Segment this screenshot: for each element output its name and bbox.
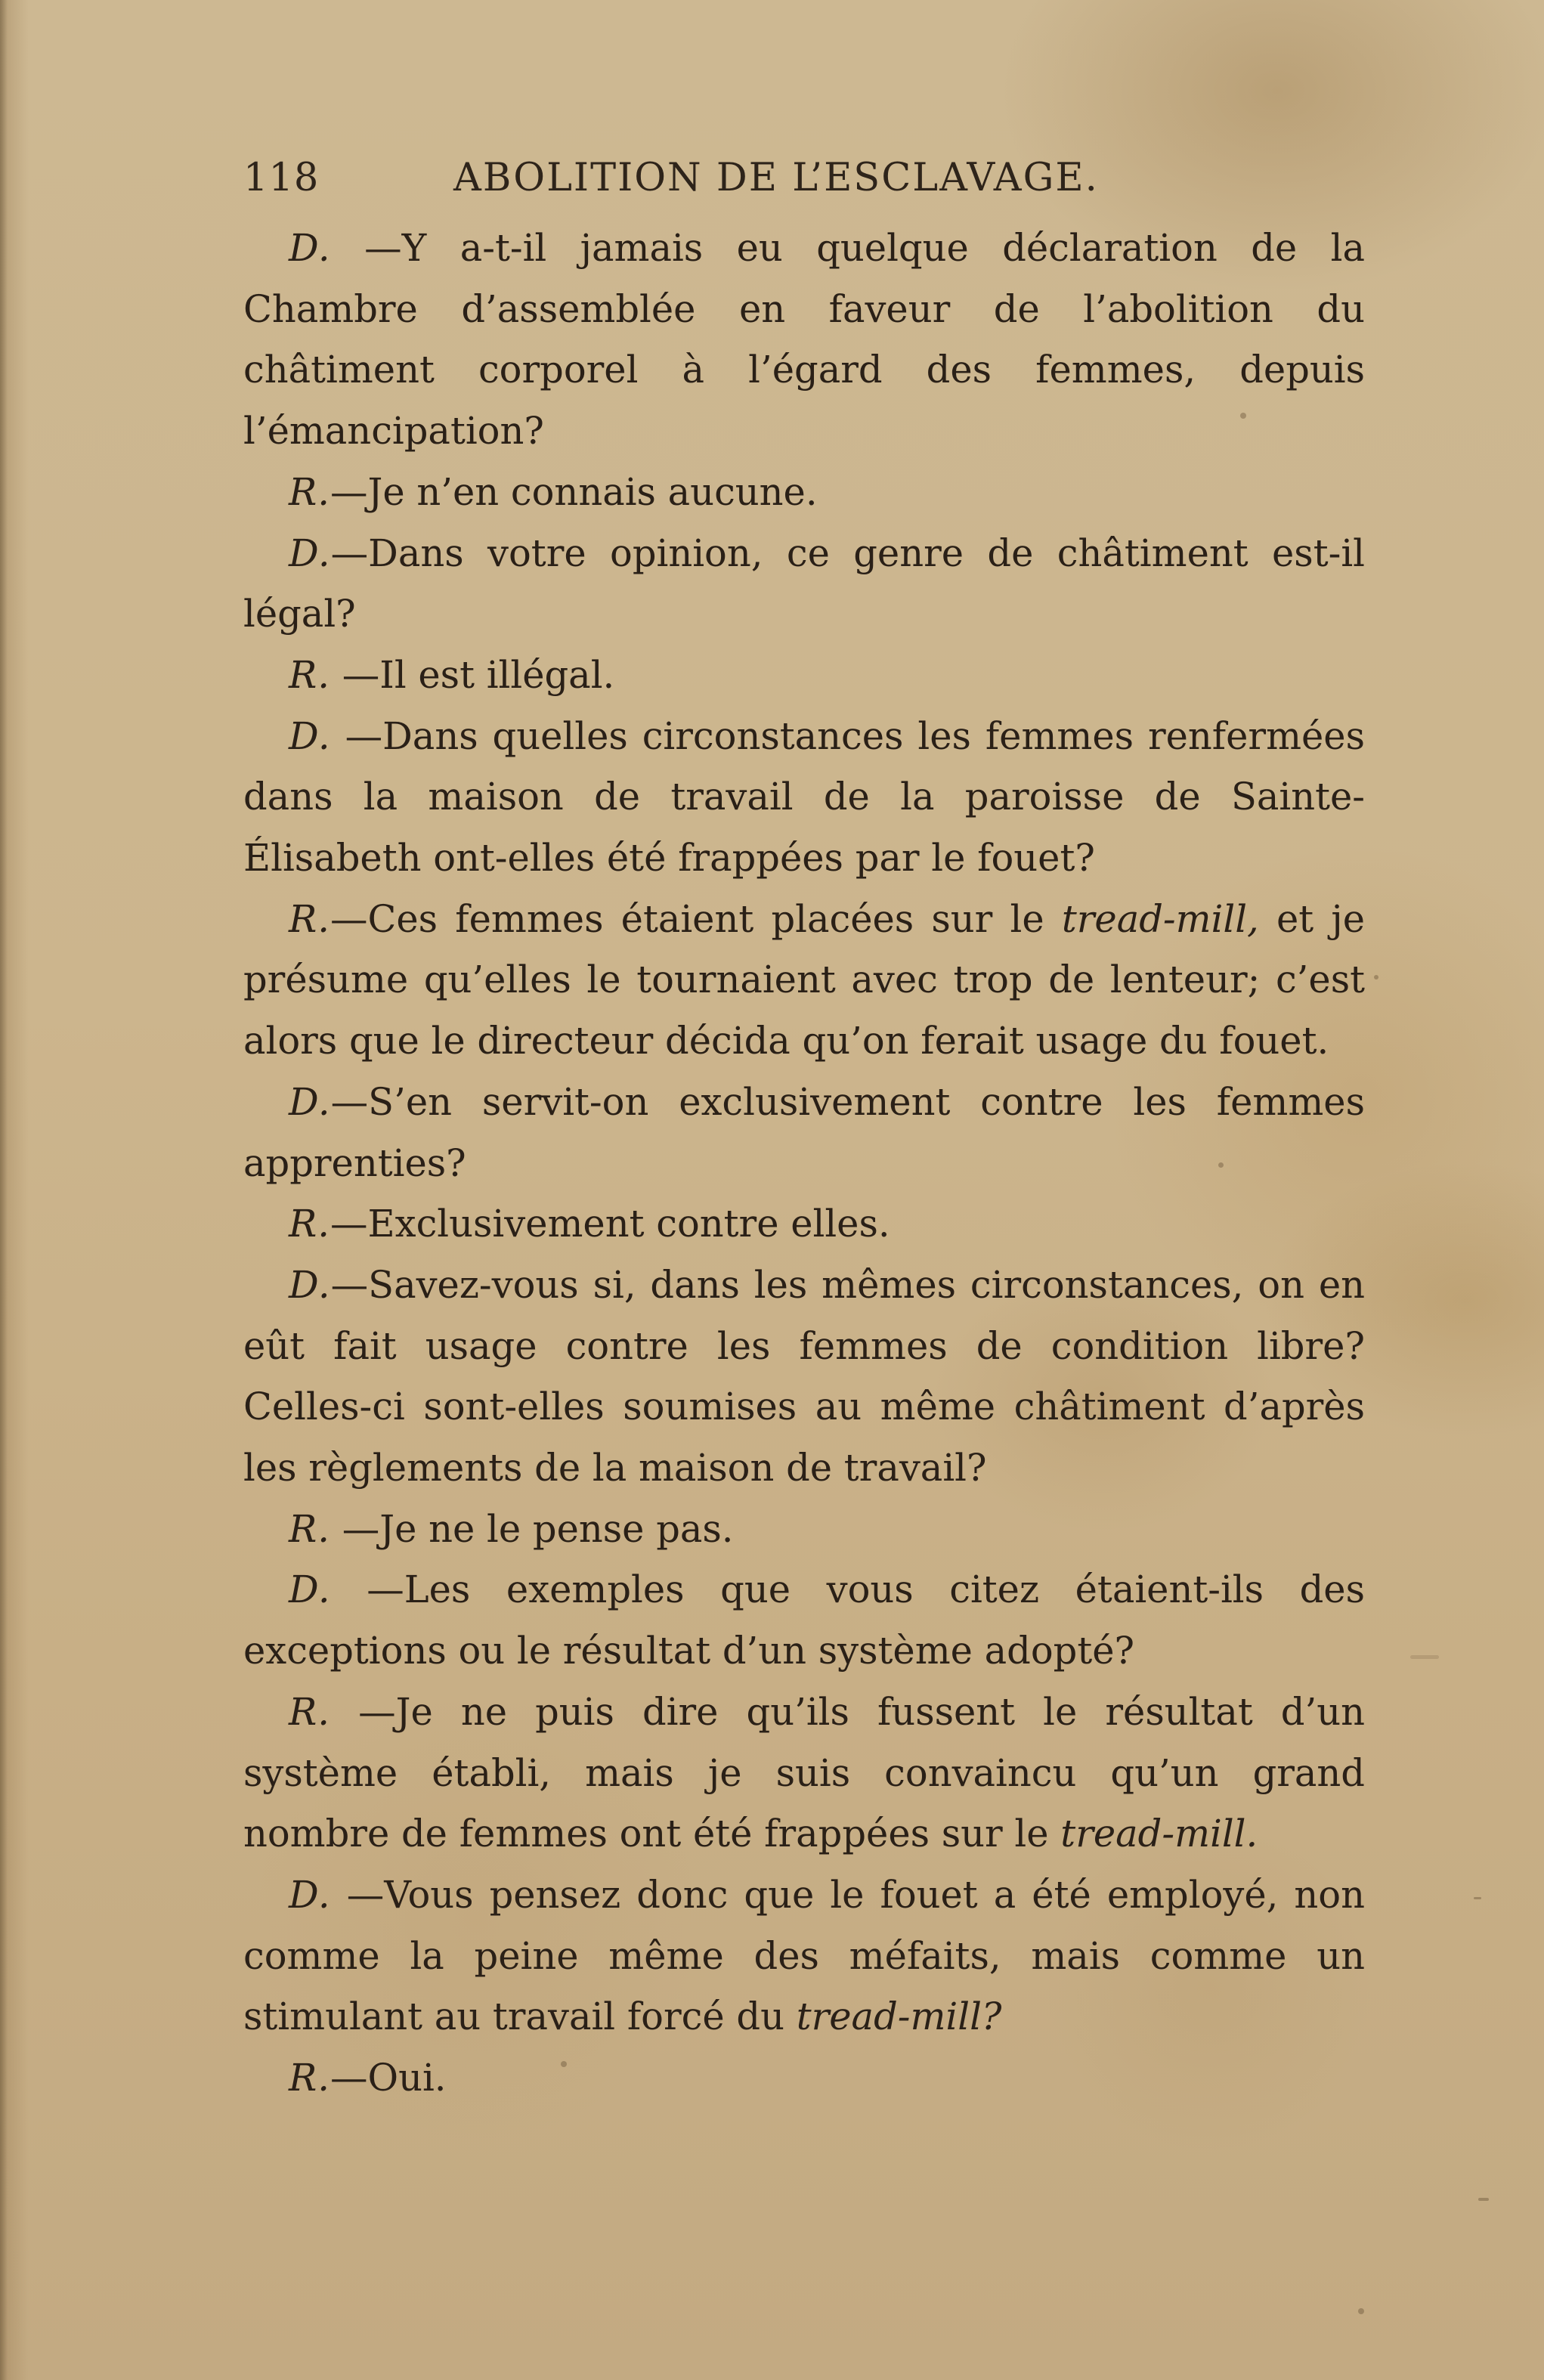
stain-speck: [1358, 2308, 1364, 2314]
speaker-label: D.: [289, 531, 331, 575]
dialogue-dash: —: [330, 1262, 369, 1307]
dialogue-dash: —: [330, 896, 368, 941]
dialogue-dash: —: [330, 1872, 385, 1917]
dialogue-paragraph: [243, 523, 1365, 645]
speaker-label: D.: [289, 226, 331, 270]
dialogue-text: Je n’en connais aucune.: [367, 469, 818, 514]
speaker-label: R.: [289, 896, 331, 941]
dialogue-dash: —: [330, 1568, 404, 1612]
stain-speck: [561, 2061, 567, 2067]
dialogue-text: Oui.: [367, 2056, 447, 2100]
speaker-label: D.: [289, 1568, 331, 1612]
speaker-label: R.: [289, 469, 331, 514]
dialogue-paragraph: [243, 1255, 1365, 1499]
speaker-label: D.: [289, 713, 331, 758]
speaker-label: R.: [289, 1506, 331, 1551]
dialogue-paragraph: [243, 1193, 1365, 1255]
dialogue-text: et je présume qu’elles le tournaient avec trop de lenteur; c’est alors que le directeur décida qu’on ferait usage du fouet.: [243, 896, 1366, 1063]
speaker-label: R.: [289, 1689, 331, 1734]
dialogue-dash: —: [330, 1689, 396, 1734]
dialogue-text: Vous pensez donc que le fouet a été employé, non comme la peine même des méfaits, mais comme un stimulant au travail forcé du: [243, 1872, 1365, 2039]
dialogue-paragraph: [243, 1682, 1365, 1865]
dialogue-dash: —: [330, 652, 380, 697]
stain-speck: [1410, 1655, 1439, 1659]
speaker-label: D.: [289, 1872, 331, 1917]
dialogue-paragraph: [243, 645, 1365, 706]
dialogue-dash: —: [330, 531, 369, 575]
dialogue-text: Je ne le pense pas.: [379, 1506, 734, 1551]
dialogue-paragraph: [243, 889, 1365, 1072]
dialogue-text: Les exemples que vous citez étaient-ils des exceptions ou le résultat d’un système adopté?: [243, 1568, 1365, 1673]
speaker-label: R.: [289, 2056, 331, 2100]
dialogue-text: S’en servit-on exclusivement contre les femmes apprenties?: [243, 1079, 1365, 1185]
dialogue-text: Y a-t-il jamais eu quelque déclaration de la Chambre d’assemblée en faveur de l’abolition du châtiment corporel à l’égard des femmes, depuis l’émancipation?: [243, 226, 1365, 453]
page-header: [243, 156, 1135, 201]
dialogue-text: Exclusivement contre elles.: [367, 1202, 890, 1246]
dialogue-text: Savez-vous si, dans les mêmes circonstances, on en eût fait usage contre les femmes de condition libre? Celles-ci sont-elles soumises au même châtiment d’après les règlements de la maison de travail?: [243, 1262, 1365, 1490]
dialogue-paragraph: [243, 706, 1365, 889]
dialogue-dash: —: [330, 469, 368, 514]
dialogue-dash: —: [330, 1506, 380, 1551]
page-edge-shadow: [0, 0, 8, 2380]
italic-term: tread-mill.: [1060, 1812, 1258, 1856]
speaker-label: D.: [289, 1262, 331, 1307]
stain-speck: [1240, 413, 1246, 419]
dialogue-paragraph: [243, 1072, 1365, 1193]
running-title: ABOLITION DE L’ESCLAVAGE.: [453, 156, 1099, 200]
dialogue-dash: —: [330, 226, 402, 270]
dialogue-dash: —: [330, 1079, 369, 1124]
dialogue-dash: —: [330, 2056, 368, 2100]
stain-speck: [1474, 1897, 1481, 1899]
page-number: 118: [243, 156, 320, 200]
italic-term: tread-mill?: [796, 1995, 1002, 2039]
dialogue-paragraph: [243, 1499, 1365, 1560]
dialogue-dash: —: [330, 713, 383, 758]
dialogue-text-block: [243, 218, 1365, 2109]
dialogue-text: Il est illégal.: [379, 652, 615, 697]
dialogue-paragraph: [243, 1559, 1365, 1681]
stain-speck: [1478, 2198, 1489, 2201]
dialogue-text: Dans votre opinion, ce genre de châtiment est-il légal?: [243, 531, 1365, 636]
italic-term: tread-mill,: [1061, 896, 1259, 941]
stain-speck: [1218, 1162, 1224, 1168]
dialogue-dash: —: [330, 1202, 368, 1246]
dialogue-paragraph: [243, 462, 1365, 523]
dialogue-text: Ces femmes étaient placées sur le: [367, 896, 1062, 941]
speaker-label: R.: [289, 1202, 331, 1246]
dialogue-paragraph: [243, 2047, 1365, 2109]
speaker-label: R.: [289, 652, 331, 697]
dialogue-text: Je ne puis dire qu’ils fussent le résultat d’un système établi, mais je suis convaincu qu’un grand nombre de femmes ont été frappées sur le: [243, 1689, 1365, 1856]
stain-speck: [1374, 975, 1378, 980]
dialogue-paragraph: [243, 1865, 1365, 2047]
dialogue-paragraph: [243, 218, 1365, 462]
speaker-label: D.: [289, 1079, 331, 1124]
stain-speck: [817, 1466, 821, 1470]
dialogue-text: Dans quelles circonstances les femmes renfermées dans la maison de travail de la paroisse de Sainte-Élisabeth ont-elles été frappées par le fouet?: [243, 713, 1365, 881]
